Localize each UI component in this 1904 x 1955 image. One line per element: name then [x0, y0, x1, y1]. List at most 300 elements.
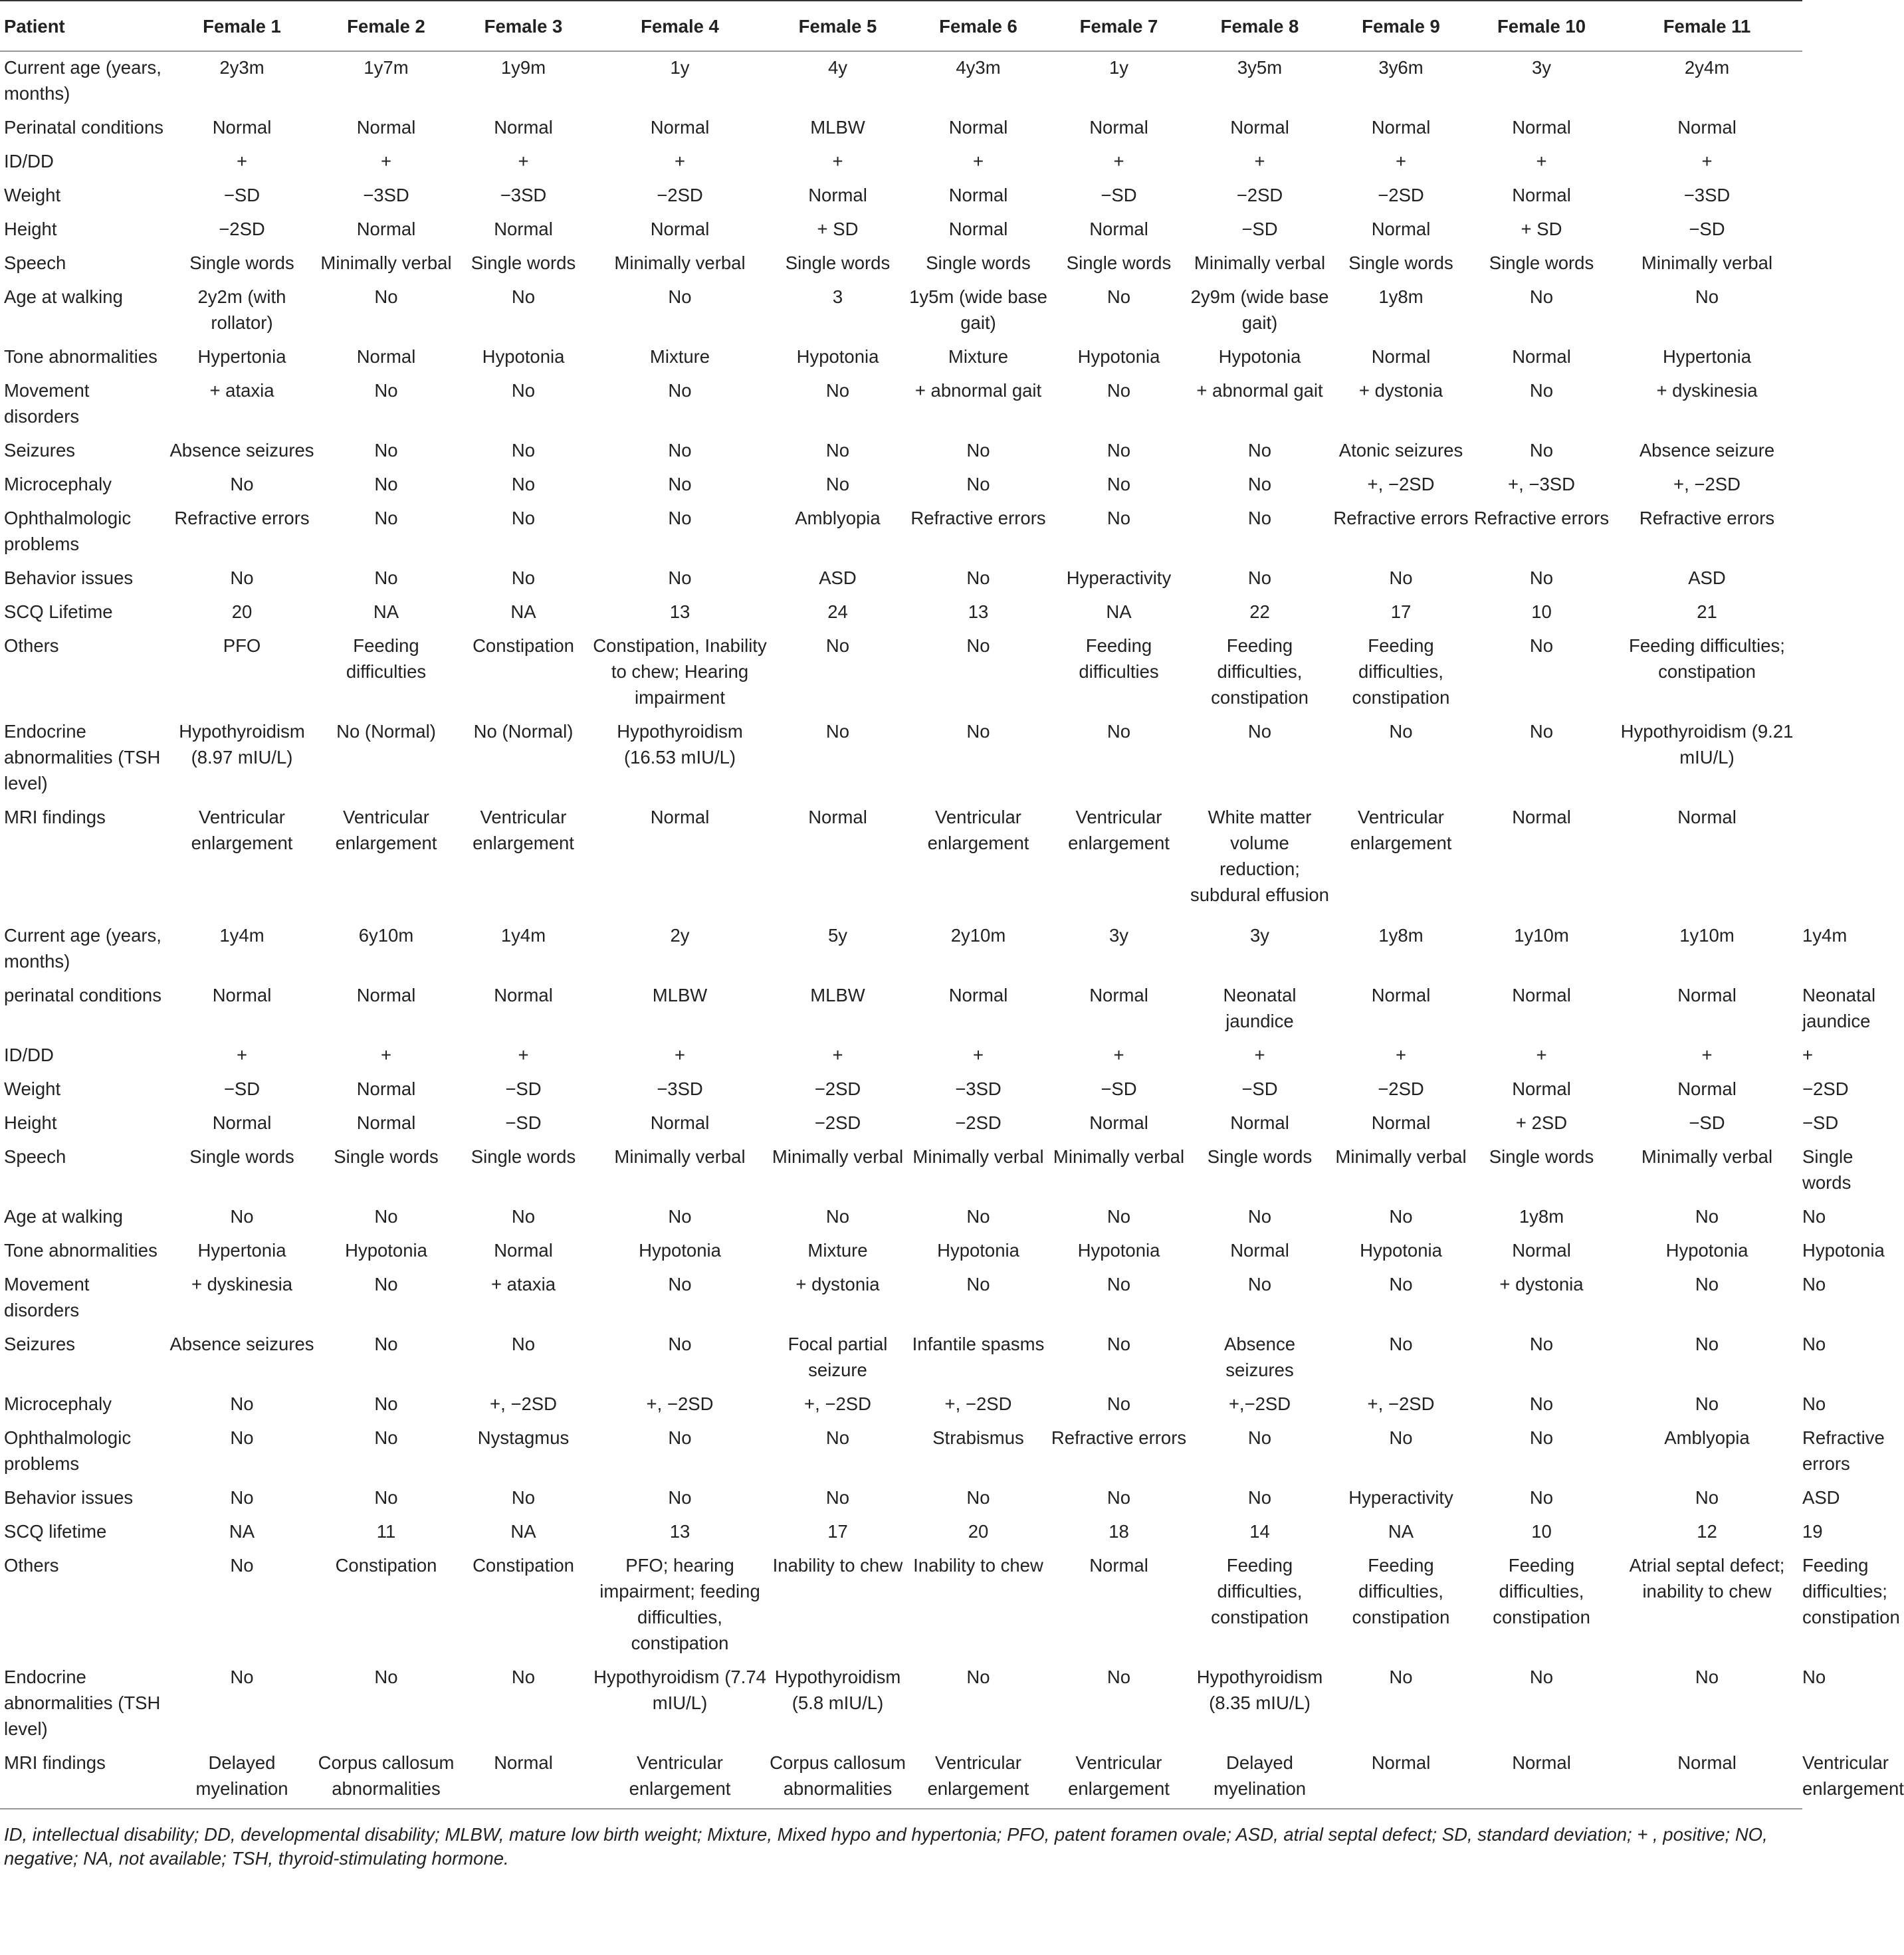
row-label-movement-disorders: Movement disorders	[4, 1274, 90, 1320]
row-label-speech: Speech	[4, 1146, 66, 1167]
table-cell: Normal	[494, 1240, 553, 1261]
row-label-seizures: Seizures	[4, 1334, 75, 1354]
table-cell: MLBW	[652, 985, 708, 1005]
table-cell: +	[380, 1045, 392, 1065]
table-cell: Feeding difficulties	[346, 635, 427, 682]
table-cell: No (Normal)	[473, 721, 574, 742]
table-cell: No	[966, 1274, 990, 1294]
table-cell: No	[1107, 508, 1131, 528]
patient-header: Female 2	[318, 1, 455, 51]
table-cell: No	[1529, 286, 1554, 307]
table-cell: Normal	[808, 185, 867, 205]
table-cell: ASD	[1688, 567, 1726, 588]
row-label-scq-lifetime: SCQ Lifetime	[4, 601, 113, 622]
row-label-tone-abnormalities: Tone abnormalities	[4, 1240, 158, 1261]
table-cell: No	[374, 440, 398, 461]
table-cell: 1y9m	[500, 57, 546, 78]
table-cell: No	[966, 721, 990, 742]
table-cell: +, −2SD	[490, 1393, 557, 1414]
table-cell: No	[1529, 635, 1554, 656]
row-label-microcephaly: Microcephaly	[4, 1393, 112, 1414]
table-row	[0, 112, 1802, 146]
table-cell: No	[1695, 1274, 1719, 1294]
table-cell: Ventricular enlargement	[908, 1747, 1049, 1809]
header-row	[0, 1, 1802, 51]
row-label-age-at-walking: Age at walking	[4, 1206, 123, 1227]
table-cell: Normal	[1612, 1747, 1802, 1809]
table-cell: Normal	[356, 219, 416, 239]
table-cell: Normal	[1371, 219, 1431, 239]
table-cell: No	[511, 1206, 536, 1227]
table-cell: Normal	[1089, 219, 1148, 239]
table-cell: +, −2SD	[1673, 474, 1741, 494]
table-cell: Refractive errors	[1639, 508, 1775, 528]
table-cell: 17	[1390, 601, 1412, 622]
table-cell: Hypotonia	[482, 346, 565, 367]
table-cell: Normal	[1471, 1747, 1612, 1809]
table-cell: Hypotonia	[1665, 1240, 1748, 1261]
table-row	[0, 247, 1802, 281]
table-cell: Single words	[189, 253, 294, 273]
table-row: ID/DD + + + + + + + + + + + +	[0, 1039, 1802, 1073]
table-cell: −SD	[1101, 185, 1137, 205]
table-cell: +	[1395, 1045, 1407, 1065]
table-cell: Absence seizures	[169, 440, 314, 461]
table-cell: No	[668, 508, 692, 528]
table-cell: No	[1107, 1206, 1131, 1227]
table-cell: White matter volume reduction; subdural effusion	[1190, 807, 1329, 905]
row-label-ophthalmologic-problems: Ophthalmologic problems	[4, 508, 132, 554]
table-cell: Normal	[650, 1112, 710, 1133]
table-cell: +	[1536, 1045, 1547, 1065]
table-cell: Normal	[1330, 1747, 1471, 1809]
table-cell: No	[966, 567, 990, 588]
table-cell: No	[1695, 1667, 1719, 1687]
table-cell: No	[1247, 567, 1272, 588]
table-cell: Hypothyroidism (8.97 mIU/L)	[179, 721, 305, 768]
table-cell: No	[1247, 721, 1272, 742]
table-cell: No	[668, 1487, 692, 1508]
table-cell: No	[1107, 1487, 1131, 1508]
table-cell: 20	[968, 1521, 989, 1542]
table-cell: Hypertonia	[197, 346, 286, 367]
table-cell: Ventricular enlargement	[1350, 807, 1452, 853]
table-cell: 1y8m	[1519, 1206, 1564, 1227]
table-cell: Absence seizures	[1223, 1334, 1296, 1380]
table-row	[0, 801, 1802, 913]
row-label-mri-findings: MRI findings	[4, 807, 106, 827]
table-cell: +	[972, 1045, 984, 1065]
table-cell: No	[825, 721, 850, 742]
table-cell: No (Normal)	[336, 721, 436, 742]
row-label-ophthalmologic-problems: Ophthalmologic problems	[4, 1427, 132, 1474]
table-cell: Hypothyroidism (8.35 mIU/L)	[1196, 1667, 1323, 1713]
table-cell: 13	[968, 601, 989, 622]
table-cell: No	[1389, 1206, 1413, 1227]
patient-header: Female 4	[592, 1, 768, 51]
table-cell: Hyperactivity	[1348, 1487, 1453, 1508]
row-label-endocrine-abnormalities-tsh-level: Endocrine abnormalities (TSH level)	[4, 721, 161, 793]
table-cell: No	[1107, 286, 1131, 307]
table-cell: No	[1529, 1427, 1554, 1448]
table-cell: Hypotonia	[1360, 1240, 1442, 1261]
table-cell: 3y5m	[1237, 57, 1283, 78]
table-cell: No	[668, 1334, 692, 1354]
table-cell: +	[1701, 1045, 1713, 1065]
table-row	[0, 562, 1802, 596]
table-cell: Amblyopia	[1664, 1427, 1750, 1448]
table-cell: 1y4m	[219, 925, 264, 946]
table-cell: +	[1395, 151, 1407, 171]
table-cell: Normal	[1512, 185, 1571, 205]
table-cell: Infantile spasms	[912, 1334, 1045, 1354]
table-row: Height Normal Normal −SD Normal −2SD −2SD Normal Normal Normal + 2SD −SD −SD	[0, 1107, 1802, 1141]
table-row: SCQ lifetime NA 11 NA 13 17 20 18 14 NA 10 12 19	[0, 1516, 1802, 1550]
table-row	[0, 596, 1802, 630]
table-cell: No	[966, 1206, 990, 1227]
table-cell: + abnormal gait	[914, 380, 1042, 401]
table-cell: Normal	[1089, 117, 1148, 138]
table-cell: +	[674, 151, 686, 171]
table-cell: 6y10m	[358, 925, 414, 946]
table-cell: NA	[510, 601, 536, 622]
table-cell: No	[1107, 1274, 1131, 1294]
table-cell: No	[511, 286, 536, 307]
table-cell: +	[1536, 151, 1547, 171]
table-cell: No	[1529, 1393, 1554, 1414]
table-cell: +	[380, 151, 392, 171]
table-row	[0, 375, 1802, 435]
table-cell: + dyskinesia	[191, 1274, 293, 1294]
table-cell: + dystonia	[795, 1274, 880, 1294]
table-cell: Normal	[1677, 807, 1737, 827]
table-cell: 1y10m	[1514, 925, 1569, 946]
table-cell: 2y10m	[950, 925, 1006, 946]
table-cell: 3	[832, 286, 843, 307]
table-cell: No	[825, 635, 850, 656]
table-cell: No	[1107, 440, 1131, 461]
table-cell: −2SD	[955, 1112, 1002, 1133]
table-cell: 2y	[670, 925, 690, 946]
table-cell: No	[825, 440, 850, 461]
table-cell: Minimally verbal	[772, 1146, 904, 1167]
table-cell: Normal	[650, 117, 710, 138]
table-cell: No	[668, 474, 692, 494]
table-cell: Minimally verbal	[1641, 253, 1773, 273]
table-cell: 3y	[1531, 57, 1552, 78]
table-row	[0, 146, 1802, 179]
table-cell: No	[1529, 440, 1554, 461]
table-cell: −2SD	[814, 1079, 861, 1099]
table-cell: + SD	[1521, 219, 1562, 239]
table-cell: No	[374, 1206, 398, 1227]
table-cell: Absence seizure	[1639, 440, 1775, 461]
table-cell: Single words	[1066, 253, 1172, 273]
table-cell: No	[1247, 1427, 1272, 1448]
table-cell: No	[374, 1667, 398, 1687]
row-label-mri-findings: MRI findings	[0, 1747, 166, 1809]
table-cell: Constipation, Inability to chew; Hearing impairment	[593, 635, 767, 708]
table-cell: +	[1254, 1045, 1265, 1065]
table-cell: No	[511, 380, 536, 401]
table-row: Movement disorders + dyskinesia No + ataxia No + dystonia No No No No + dystonia No No	[0, 1269, 1802, 1328]
row-label-tone-abnormalities: Tone abnormalities	[4, 346, 158, 367]
table-cell: No	[374, 380, 398, 401]
table-cell: Focal partial seizure	[788, 1334, 888, 1380]
table-cell: −SD	[1689, 219, 1725, 239]
table-row: Ophthalmologic problems No No Nystagmus No No Strabismus Refractive errors No No No Amblyopia Refractive errors	[0, 1422, 1802, 1482]
table-cell: MLBW	[810, 985, 865, 1005]
table-cell: Single words	[471, 253, 576, 273]
table-cell: Normal	[494, 219, 553, 239]
patient-header: Female 5	[768, 1, 908, 51]
table-cell: Hypothyroidism (16.53 mIU/L)	[617, 721, 743, 768]
row-label-weight: Weight	[4, 185, 61, 205]
table-cell: Feeding difficulties, constipation	[1352, 1555, 1450, 1627]
table-cell: No	[511, 508, 536, 528]
table-cell: Normal	[650, 219, 710, 239]
table-cell: −SD	[1101, 1079, 1137, 1099]
table-cell: Single words	[334, 1146, 439, 1167]
table-cell: Normal	[356, 1079, 416, 1099]
table-cell: Normal	[1089, 985, 1148, 1005]
table-cell: 1y	[670, 57, 690, 78]
row-label-others: Others	[4, 635, 59, 656]
table-cell: No	[1247, 1274, 1272, 1294]
table-cell: Normal	[1371, 985, 1431, 1005]
table-cell: +	[518, 151, 529, 171]
table-row: perinatal conditions Normal Normal Normal MLBW MLBW Normal Normal Neonatal jaundice Normal Normal Normal Neonatal jaundice	[0, 979, 1802, 1039]
table-cell: Normal	[1512, 1079, 1571, 1099]
table-cell: Ventricular enlargement	[1068, 807, 1170, 853]
table-cell: −2SD	[1378, 185, 1424, 205]
table-cell: No	[825, 1427, 850, 1448]
table-cell: No	[668, 1274, 692, 1294]
table-cell: −3SD	[363, 185, 409, 205]
table-cell: +,−2SD	[1228, 1393, 1291, 1414]
table-cell: No	[230, 1427, 254, 1448]
table-cell: 20	[231, 601, 253, 622]
table-cell: Minimally verbal	[1194, 253, 1326, 273]
table-row	[0, 502, 1802, 562]
table-cell: NA	[1388, 1521, 1414, 1542]
table-cell: Hypotonia	[1077, 1240, 1160, 1261]
table-cell: −2SD	[1236, 185, 1283, 205]
row-label-others: Others	[4, 1555, 59, 1576]
table-cell: +	[972, 151, 984, 171]
table-cell: Inability to chew	[913, 1555, 1043, 1576]
table-cell: +	[1254, 151, 1265, 171]
table-row	[0, 179, 1802, 213]
table-cell: No	[1107, 474, 1131, 494]
table-cell: Mixture	[649, 346, 710, 367]
table-cell: 21	[1697, 601, 1717, 622]
table-cell: Corpus callosum abnormalities	[768, 1747, 908, 1809]
table-row: Others No Constipation Constipation PFO; hearing impairment; feeding difficulties, constipation Inability to chew Inability to chew Normal Feeding difficulties, constipation Feeding difficulties, constipation Feeding difficulties, constipation Atrial septal defect; inability to chew Feeding difficulties; constipation	[0, 1550, 1802, 1661]
table-cell: Single words	[1348, 253, 1453, 273]
table-cell: Hypotonia	[1077, 346, 1160, 367]
table-cell: Normal	[1677, 1079, 1737, 1099]
table-cell: Normal	[1089, 1555, 1148, 1576]
table-cell: + dyskinesia	[1656, 380, 1758, 401]
table-cell: 1y	[1109, 57, 1129, 78]
table-cell: No	[1107, 380, 1131, 401]
table-cell: No	[1529, 567, 1554, 588]
table-cell: Feeding difficulties, constipation	[1211, 635, 1309, 708]
table-row	[0, 213, 1802, 247]
table-cell: Atonic seizures	[1338, 440, 1463, 461]
table-cell: Normal	[948, 985, 1008, 1005]
table-cell: Refractive errors	[1333, 508, 1469, 528]
table-cell: 14	[1249, 1521, 1270, 1542]
table-cell: Constipation	[473, 1555, 574, 1576]
table-cell: Inability to chew	[772, 1555, 903, 1576]
table-cell: −SD	[223, 185, 261, 205]
table-cell: No	[1695, 1206, 1719, 1227]
table-cell: No	[511, 440, 536, 461]
table-cell: 1y5m (wide base gait)	[909, 286, 1047, 333]
row-label-current-age-years-months: Current age (years, months)	[4, 925, 161, 972]
table-cell: Minimally verbal	[1053, 1146, 1185, 1167]
table-cell: Normal	[1089, 1112, 1148, 1133]
table-row: Behavior issues No No No No No No No No Hyperactivity No No ASD	[0, 1482, 1802, 1516]
table-cell: No	[1107, 1334, 1131, 1354]
table-cell: No	[374, 474, 398, 494]
table-cell: 13	[669, 1521, 690, 1542]
table-cell: NA	[510, 1521, 536, 1542]
table-cell: Atrial septal defect; inability to chew	[1629, 1555, 1785, 1601]
table-cell: No	[374, 1487, 398, 1508]
table-cell: Normal	[1512, 807, 1571, 827]
table-cell: No	[511, 1667, 536, 1687]
table-cell: Constipation	[473, 635, 574, 656]
table-cell: −2SD	[1378, 1079, 1424, 1099]
table-cell: 1y10m	[1679, 925, 1735, 946]
table-part-1	[0, 51, 1802, 913]
table-cell: 1y4m	[500, 925, 546, 946]
row-label-scq-lifetime: SCQ lifetime	[4, 1521, 107, 1542]
row-label-perinatal-conditions: Perinatal conditions	[4, 117, 164, 138]
table-cell: No	[1107, 1667, 1131, 1687]
table-cell: Normal	[356, 346, 416, 367]
table-cell: Normal	[1512, 117, 1571, 138]
table-cell: No	[374, 1427, 398, 1448]
table-cell: No	[230, 1667, 254, 1687]
table-cell: Delayed myelination	[166, 1747, 318, 1809]
table-cell: No	[966, 635, 990, 656]
table-cell: 2y9m (wide base gait)	[1190, 286, 1329, 333]
row-label-behavior-issues: Behavior issues	[4, 567, 134, 588]
table-cell: +	[1701, 151, 1713, 171]
table-cell: Single words	[1207, 1146, 1313, 1167]
table-cell: + ataxia	[490, 1274, 556, 1294]
table-cell: Normal	[356, 985, 416, 1005]
table-cell: Normal	[455, 1747, 592, 1809]
table-cell: No	[374, 508, 398, 528]
table-cell: Corpus callosum abnormalities	[318, 1747, 455, 1809]
table-cell: No	[230, 567, 254, 588]
table-cell: No	[230, 474, 254, 494]
table-cell: +	[518, 1045, 529, 1065]
row-label-speech: Speech	[4, 253, 66, 273]
table-cell: Nystagmus	[477, 1427, 570, 1448]
table-row: Speech Single words Single words Single words Minimally verbal Minimally verbal Minimally verbal Minimally verbal Single words Minimally verbal Single words Minimally verbal Single words	[0, 1141, 1802, 1201]
table-cell: 22	[1249, 601, 1270, 622]
table-cell: Normal	[1371, 346, 1431, 367]
table-cell: No	[668, 286, 692, 307]
table-cell: 1y8m	[1378, 286, 1424, 307]
table-cell: No	[374, 567, 398, 588]
patient-header: Female 11	[1612, 1, 1802, 51]
table-cell: Hypertonia	[1663, 346, 1751, 367]
table-cell: Minimally verbal	[1335, 1146, 1467, 1167]
row-label-age-at-walking: Age at walking	[4, 286, 123, 307]
table-cell: No	[825, 380, 850, 401]
table-cell: Neonatal jaundice	[1223, 985, 1297, 1031]
row-label-microcephaly: Microcephaly	[4, 474, 112, 494]
table-cell: No	[374, 1274, 398, 1294]
table-cell: No	[1389, 1274, 1413, 1294]
table-cell: +	[1113, 1045, 1124, 1065]
table-row: Age at walking No No No No No No No No No 1y8m No No	[0, 1201, 1802, 1235]
table-cell: No	[511, 567, 536, 588]
table-cell: −3SD	[500, 185, 547, 205]
table-cell: Hypotonia	[937, 1240, 1019, 1261]
table-cell: No	[966, 1667, 990, 1687]
table-cell: No	[668, 1427, 692, 1448]
table-cell: No	[1695, 286, 1719, 307]
table-row	[0, 630, 1802, 716]
row-label-current-age-years-months: Current age (years, months)	[4, 57, 161, 104]
row-label-height: Height	[4, 219, 57, 239]
table-cell: Single words	[189, 1146, 294, 1167]
table-cell: MLBW	[810, 117, 865, 138]
table-cell: −3SD	[955, 1079, 1002, 1099]
row-label-id-dd: ID/DD	[4, 151, 54, 171]
table-cell: Mixture	[807, 1240, 868, 1261]
table-cell: NA	[1106, 601, 1132, 622]
table-cell: Hypotonia	[1218, 346, 1301, 367]
table-cell: 10	[1531, 601, 1552, 622]
table-cell: 4y	[827, 57, 848, 78]
table-cell: No	[230, 1487, 254, 1508]
table-cell: Normal	[948, 185, 1008, 205]
table-cell: 10	[1531, 1521, 1552, 1542]
table-cell: 2y2m (with rollator)	[197, 286, 286, 333]
table-cell: Feeding difficulties, constipation	[1493, 1555, 1590, 1627]
table-cell: No	[1389, 1334, 1413, 1354]
table-row	[0, 716, 1802, 801]
table-cell: Ventricular enlargement	[473, 807, 574, 853]
table-cell: Normal	[808, 807, 867, 827]
table-cell: +	[832, 1045, 843, 1065]
row-label-height: Height	[4, 1112, 57, 1133]
table-cell: PFO	[223, 635, 261, 656]
table-cell: 1y7m	[364, 57, 409, 78]
row-label-endocrine-abnormalities-tsh-level: Endocrine abnormalities (TSH level)	[4, 1667, 161, 1739]
row-label-perinatal-conditions: perinatal conditions	[4, 985, 161, 1005]
table-cell: Strabismus	[932, 1427, 1024, 1448]
table-row	[0, 341, 1802, 375]
table-cell: +, −2SD	[646, 1393, 714, 1414]
table-cell: Constipation	[335, 1555, 437, 1576]
table-cell: Refractive errors	[1051, 1427, 1187, 1448]
table-cell: 18	[1109, 1521, 1129, 1542]
table-cell: Normal	[1371, 1112, 1431, 1133]
table-cell: 2y4m	[1684, 57, 1730, 78]
table-cell: No	[825, 1206, 850, 1227]
row-label-behavior-issues: Behavior issues	[4, 1487, 134, 1508]
